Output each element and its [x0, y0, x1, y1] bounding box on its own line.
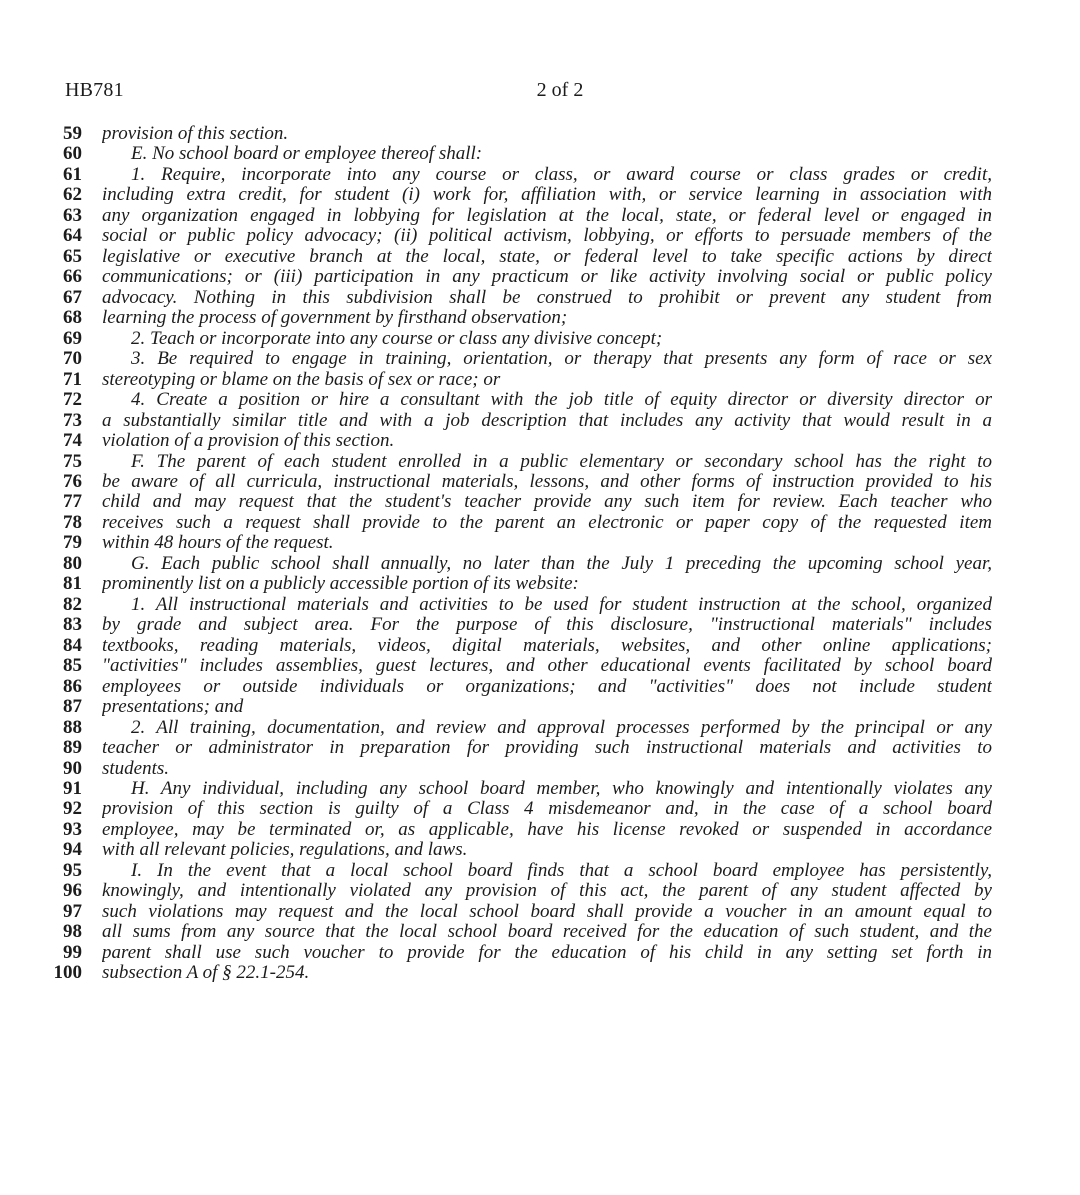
text-line	[0, 492, 1080, 512]
line-text: stereotyping or blame on the basis of sex or race; or	[102, 369, 501, 390]
line-number: 99	[63, 941, 82, 963]
line-text: child and may request that the student's teacher provide any such item for review. Each teacher who	[102, 492, 992, 513]
line-number: 83	[63, 614, 82, 636]
line-number: 92	[63, 798, 82, 820]
line-text: E. No school board or employee thereof shall:	[131, 144, 483, 165]
line-number: 64	[63, 225, 82, 247]
text-line	[0, 881, 1080, 901]
line-text: by grade and subject area. For the purpose of this disclosure, "instructional materials" includes	[102, 615, 992, 636]
text-line	[0, 472, 1080, 492]
line-number: 62	[63, 184, 82, 206]
line-text: all sums from any source that the local school board received for the education of such student, and the	[102, 922, 992, 943]
line-text: subsection A of § 22.1-254.	[102, 963, 310, 984]
line-number: 80	[63, 552, 82, 574]
line-text: provision of this section.	[102, 124, 289, 144]
line-text: within 48 hours of the request.	[102, 533, 334, 554]
line-number: 76	[63, 470, 82, 492]
text-line	[0, 677, 1080, 697]
text-line	[0, 697, 1080, 717]
line-text: learning the process of government by firsthand observation;	[102, 308, 568, 329]
line-number: 85	[63, 655, 82, 677]
line-number: 94	[63, 839, 82, 861]
text-line	[0, 840, 1080, 860]
line-text: F. The parent of each student enrolled in a public elementary or secondary school has the right to	[131, 451, 992, 472]
text-line	[0, 779, 1080, 799]
line-number: 93	[63, 818, 82, 840]
line-number: 89	[63, 737, 82, 759]
text-line	[0, 226, 1080, 246]
line-number: 81	[63, 573, 82, 595]
line-number: 65	[63, 245, 82, 267]
line-text: prominently list on a publicly accessible portion of its website:	[102, 574, 579, 595]
line-number: 72	[63, 389, 82, 411]
text-line	[0, 247, 1080, 267]
line-text: any organization engaged in lobbying for legislation at the local, state, or federal level or engaged in	[102, 205, 992, 226]
text-line	[0, 738, 1080, 758]
line-text: advocacy. Nothing in this subdivision shall be construed to prohibit or prevent any student from	[102, 287, 992, 308]
text-line	[0, 370, 1080, 390]
line-text: textbooks, reading materials, videos, digital materials, websites, and other online applications;	[102, 635, 992, 656]
line-text: H. Any individual, including any school board member, who knowingly and intentionally violates any	[131, 779, 992, 799]
line-number: 60	[63, 143, 82, 165]
bill-text-body	[0, 124, 1080, 984]
line-number: 75	[63, 450, 82, 472]
text-line	[0, 411, 1080, 431]
line-number: 69	[63, 327, 82, 349]
text-line	[0, 329, 1080, 349]
line-text: employee, may be terminated or, as applicable, have his license revoked or suspended in accordance	[102, 819, 992, 840]
text-line	[0, 452, 1080, 472]
text-line	[0, 308, 1080, 328]
text-line	[0, 922, 1080, 942]
text-line	[0, 799, 1080, 819]
line-number: 78	[63, 511, 82, 533]
text-line	[0, 554, 1080, 574]
line-number: 100	[53, 962, 82, 984]
bill-number: HB781	[65, 79, 124, 101]
line-number: 98	[63, 921, 82, 943]
line-number: 82	[63, 593, 82, 615]
line-number: 77	[63, 491, 82, 513]
line-number: 84	[63, 634, 82, 656]
line-number: 71	[63, 368, 82, 390]
text-line	[0, 820, 1080, 840]
text-line	[0, 206, 1080, 226]
line-text: legislative or executive branch at the local, state, or federal level to take specific actions by direct	[102, 246, 992, 267]
line-number: 61	[63, 163, 82, 185]
text-line	[0, 349, 1080, 369]
line-number: 86	[63, 675, 82, 697]
text-line	[0, 963, 1080, 983]
line-number: 90	[63, 757, 82, 779]
line-text: social or public policy advocacy; (ii) political activism, lobbying, or efforts to persuade members of the	[102, 226, 992, 247]
line-text: violation of a provision of this section.	[102, 431, 395, 452]
line-text: G. Each public school shall annually, no later than the July 1 preceding the upcoming school year,	[131, 553, 992, 574]
text-line	[0, 288, 1080, 308]
line-text: 3. Be required to engage in training, orientation, or therapy that presents any form of race or sex	[131, 349, 992, 370]
line-text: 1. All instructional materials and activities to be used for student instruction at the school, organized	[131, 594, 992, 615]
line-text: parent shall use such voucher to provide for the education of his child in any setting set forth in	[102, 942, 992, 963]
line-text: be aware of all curricula, instructional materials, lessons, and other forms of instruction provided to his	[102, 471, 992, 492]
text-line	[0, 759, 1080, 779]
text-line	[0, 861, 1080, 881]
line-text: 4. Create a position or hire a consultant with the job title of equity director or diversity director or	[131, 390, 992, 411]
line-number: 73	[63, 409, 82, 431]
text-line	[0, 943, 1080, 963]
line-number: 67	[63, 286, 82, 308]
page-indicator: 2 of 2	[536, 79, 584, 101]
line-number: 66	[63, 266, 82, 288]
line-text: 1. Require, incorporate into any course or class, or award course or class grades or credit,	[131, 164, 992, 185]
line-text: presentations; and	[102, 697, 244, 718]
line-text: 2. Teach or incorporate into any course or class any divisive concept;	[131, 328, 663, 349]
text-line	[0, 595, 1080, 615]
line-number: 87	[63, 696, 82, 718]
line-text: communications; or (iii) participation in any practicum or like activity involving social or public policy	[102, 267, 992, 288]
line-text: students.	[102, 758, 170, 779]
text-line	[0, 390, 1080, 410]
line-number: 79	[63, 532, 82, 554]
text-line	[0, 124, 1080, 144]
line-text: receives such a request shall provide to the parent an electronic or paper copy of the requested item	[102, 512, 992, 533]
text-line	[0, 533, 1080, 553]
line-number: 70	[63, 348, 82, 370]
text-line	[0, 718, 1080, 738]
text-line	[0, 513, 1080, 533]
line-text: including extra credit, for student (i) work for, affiliation with, or service learning in association with	[102, 185, 992, 206]
line-number: 63	[63, 204, 82, 226]
text-line	[0, 185, 1080, 205]
text-line	[0, 902, 1080, 922]
text-line	[0, 144, 1080, 164]
line-text: knowingly, and intentionally violated any provision of this act, the parent of any student affected by	[102, 881, 992, 902]
line-text: I. In the event that a local school board finds that a school board employee has persistently,	[131, 860, 992, 881]
text-line	[0, 636, 1080, 656]
line-text: such violations may request and the local school board shall provide a voucher in an amount equal to	[102, 901, 992, 922]
line-text: 2. All training, documentation, and review and approval processes performed by the principal or any	[131, 717, 992, 738]
text-line	[0, 267, 1080, 287]
line-number: 59	[63, 123, 82, 144]
line-number: 74	[63, 430, 82, 452]
line-number: 88	[63, 716, 82, 738]
line-number: 95	[63, 859, 82, 881]
line-number: 96	[63, 880, 82, 902]
line-text: employees or outside individuals or organizations; and "activities" does not include student	[102, 676, 992, 697]
text-line	[0, 431, 1080, 451]
text-line	[0, 574, 1080, 594]
text-line	[0, 615, 1080, 635]
line-number: 91	[63, 778, 82, 799]
line-text: with all relevant policies, regulations, and laws.	[102, 840, 468, 861]
text-line	[0, 656, 1080, 676]
line-text: teacher or administrator in preparation for providing such instructional materials and activities to	[102, 738, 992, 759]
line-number: 68	[63, 307, 82, 329]
line-number: 97	[63, 900, 82, 922]
text-line	[0, 165, 1080, 185]
line-text: a substantially similar title and with a job description that includes any activity that would result in a	[102, 410, 992, 431]
line-text: provision of this section is guilty of a Class 4 misdemeanor and, in the case of a school board	[102, 799, 992, 820]
line-text: "activities" includes assemblies, guest lectures, and other educational events facilitated by school board	[102, 656, 992, 677]
